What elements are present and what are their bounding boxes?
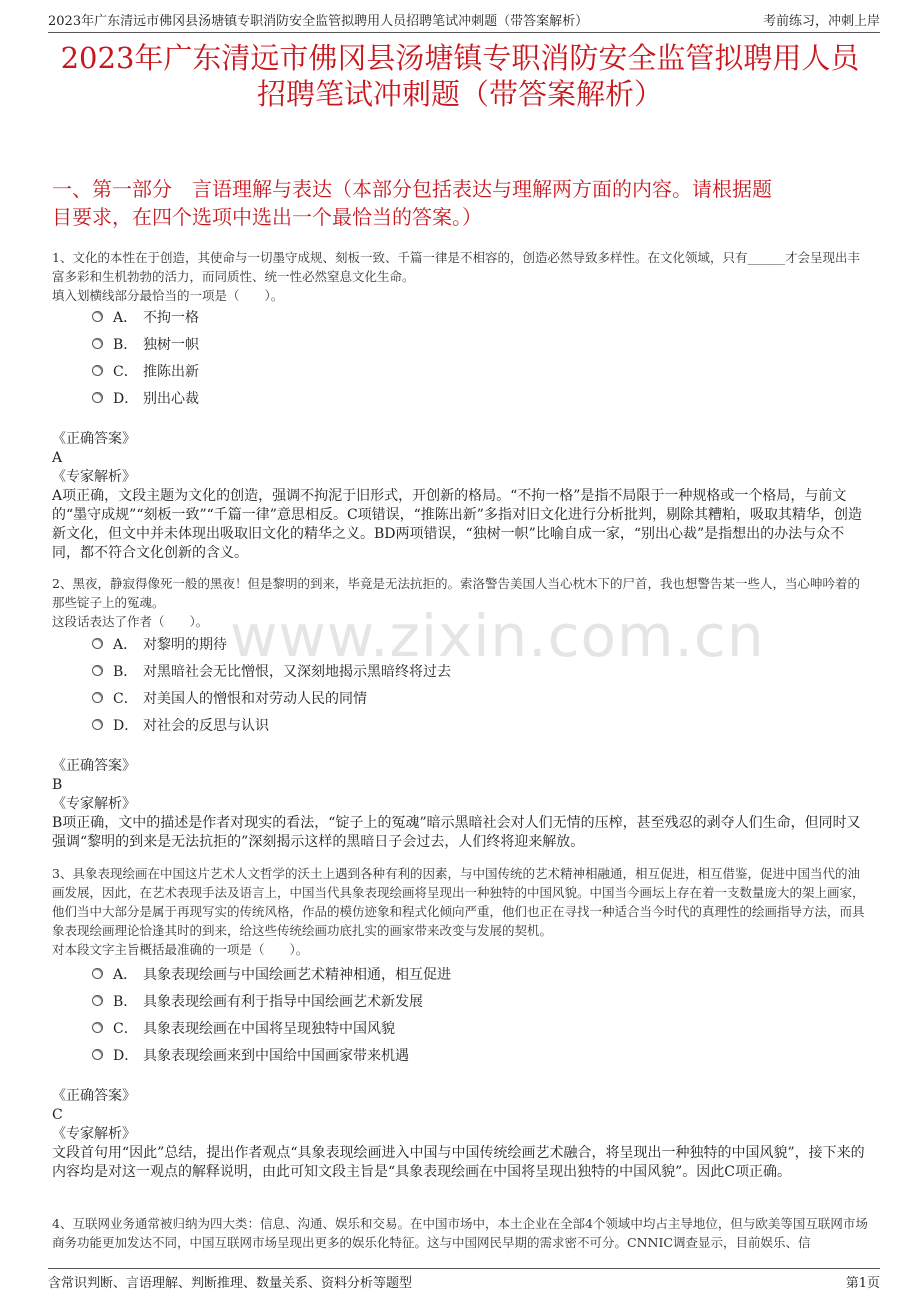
option-text: 对黑暗社会无比憎恨，又深刻地揭示黑暗终将过去 [143,663,451,680]
question-text: 4、互联网业务通常被归纳为四大类：信息、沟通、娱乐和交易。在中国市场中，本土企业在全部4个领域中均占主导地位，但与欧美等国互联网市场商务功能更加发达不同，中国互联网市场呈现出更多的娱乐化特征。这与中国网民早期的需求密不可分。CNNIC调查显示，目前娱乐、信 [52,1216,868,1250]
radio-icon[interactable] [92,392,103,403]
option-text: 别出心裁 [143,390,199,407]
question-1-options [92,303,872,411]
option-letter: B． [113,663,138,680]
question-1-stem [52,248,872,305]
option-c[interactable] [92,1014,872,1041]
option-text: 对社会的反思与认识 [143,717,269,734]
option-c[interactable] [92,357,872,384]
question-3-stem [52,864,872,959]
option-letter: D． [113,1047,139,1064]
analysis-label: 《专家解析》 [52,796,136,812]
option-letter: B． [113,336,138,353]
radio-icon[interactable] [92,1049,103,1060]
answer-value: C [52,1107,63,1123]
analysis-label: 《专家解析》 [52,469,136,485]
watermark: www.zixin.com.cn [230,602,765,670]
option-letter: C． [113,363,138,380]
radio-icon[interactable] [92,665,103,676]
option-letter: C． [113,690,138,707]
section-line-1: 一、第一部分 言语理解与表达（本部分包括表达与理解两方面的内容。请根据题 [52,177,772,201]
option-c[interactable] [92,684,872,711]
radio-icon[interactable] [92,995,103,1006]
document-title [30,40,890,112]
radio-icon[interactable] [92,1022,103,1033]
option-a[interactable] [92,630,872,657]
option-letter: A． [113,966,138,983]
section-heading [52,175,872,231]
answer-value: B [52,777,63,793]
option-b[interactable] [92,657,872,684]
footer-note: 含常识判断、言语理解、判断推理、数量关系、资料分析等题型 [48,1276,413,1291]
radio-icon[interactable] [92,719,103,730]
question-3-answer [52,1087,872,1182]
question-1-answer [52,430,872,563]
section-line-2: 目要求，在四个选项中选出一个最恰当的答案。） [52,205,482,229]
option-a[interactable] [92,303,872,330]
question-prompt: 这段话表达了作者（ ）。 [52,614,209,629]
question-4-stem [52,1214,872,1252]
answer-label: 《正确答案》 [52,431,136,447]
question-text: 3、具象表现绘画在中国这片艺术人文哲学的沃土上遇到各种有利的因素，与中国传统的艺术精神相融通，相互促进，相互借鉴，促进中国当代的油画发展，因此，在艺术表现手法及语言上，中国当代具象表现绘画将呈现出一种独特的中国风貌。中国当今画坛上存在着一支数量庞大的架上画家，他们当中大部分是属于再现写实的传统风格，作品的模仿迹象和程式化倾向严重，他们也正在寻找一种适合当今时代的真理性的绘画指导方法，而具象表现绘画理论恰逢其时的到来，给这些传统绘画功底扎实的画家带来改变与发展的契机。 [52,866,865,938]
radio-icon[interactable] [92,638,103,649]
radio-icon[interactable] [92,365,103,376]
option-d[interactable] [92,384,872,411]
option-text: 对黎明的期待 [143,636,227,653]
radio-icon[interactable] [92,968,103,979]
page-number: 第1页 [845,1276,880,1291]
question-text: 2、黑夜，静寂得像死一般的黑夜！但是黎明的到来，毕竟是无法抗拒的。索洛警告美国人当心枕木下的尸首，我也想警告某一些人，当心呻吟着的那些锭子上的冤魂。 [52,576,860,610]
option-text: 独树一帜 [143,336,199,353]
page-header [48,10,880,33]
option-letter: A． [113,636,138,653]
option-letter: D． [113,717,139,734]
radio-icon[interactable] [92,692,103,703]
option-d[interactable] [92,711,872,738]
title-line-2: 招聘笔试冲刺题（带答案解析） [256,77,663,111]
option-text: 不拘一格 [143,309,199,326]
option-text: 对美国人的憎恨和对劳动人民的同情 [143,690,367,707]
question-3-options [92,960,872,1068]
analysis-text: 文段首句用“因此”总结，提出作者观点“具象表现绘画进入中国与中国传统绘画艺术融合，将呈现出一种独特的中国风貌”，接下来的内容均是对这一观点的解释说明，由此可知文段主旨是“具象表现绘画在中国将呈现出独特的中国风貌”。因此C项正确。 [52,1145,865,1180]
question-text: 1、文化的本性在于创造，其使命与一切墨守成规、刻板一致、千篇一律是不相容的，创造必然导致多样性。在文化领域，只有______才会呈现出丰富多彩和生机勃勃的活力，而同质性、统一性必然窒息文化生命。 [52,250,860,284]
option-text: 具象表现绘画在中国将呈现独特中国风貌 [143,1020,395,1037]
answer-value: A [52,450,63,466]
option-text: 推陈出新 [143,363,199,380]
radio-icon[interactable] [92,311,103,322]
analysis-text: B项正确，文中的描述是作者对现实的看法，“锭子上的冤魂”暗示黑暗社会对人们无情的压榨，甚至残忍的剥夺人们生命，但同时又强调“黎明的到来是无法抗拒的”深刻揭示这样的黑暗日子会过去，人们终将迎来解放。 [52,815,861,850]
option-letter: B． [113,993,138,1010]
question-2-stem [52,574,872,631]
header-title: 2023年广东清远市佛冈县汤塘镇专职消防安全监管拟聘用人员招聘笔试冲刺题（带答案解析） [48,14,589,29]
question-2-answer [52,757,872,852]
option-letter: C． [113,1020,138,1037]
option-text: 具象表现绘画与中国绘画艺术精神相通，相互促进 [143,966,451,983]
option-a[interactable] [92,960,872,987]
option-letter: D． [113,390,139,407]
option-text: 具象表现绘画有利于指导中国绘画艺术新发展 [143,993,423,1010]
header-slogan: 考前练习，冲刺上岸 [762,14,880,29]
answer-label: 《正确答案》 [52,1088,136,1104]
answer-label: 《正确答案》 [52,758,136,774]
page-footer [48,1268,880,1294]
option-d[interactable] [92,1041,872,1068]
analysis-label: 《专家解析》 [52,1126,136,1142]
option-b[interactable] [92,330,872,357]
question-prompt: 对本段文字主旨概括最准确的一项是（ ）。 [52,942,309,957]
option-text: 具象表现绘画来到中国给中国画家带来机遇 [143,1047,409,1064]
title-line-1: 2023年广东清远市佛冈县汤塘镇专职消防安全监管拟聘用人员 [60,41,860,75]
analysis-text: A项正确，文段主题为文化的创造，强调不拘泥于旧形式，开创新的格局。“不拘一格”是指不局限于一种规格或一个格局，与前文的“墨守成规”“刻板一致”“千篇一律”意思相反。C项错误，“推陈出新”多指对旧文化进行分析批判，剔除其糟粕，吸取其精华，创造新文化，但文中并未体现出吸取旧文化的精华之义。BD两项错误，“独树一帜”比喻自成一家，“别出心裁”是指想出的办法与众不同，都不符合文化创新的含义。 [52,488,862,561]
option-letter: A． [113,309,138,326]
question-2-options [92,630,872,738]
radio-icon[interactable] [92,338,103,349]
option-b[interactable] [92,987,872,1014]
question-prompt: 填入划横线部分最恰当的一项是（ ）。 [52,288,284,303]
